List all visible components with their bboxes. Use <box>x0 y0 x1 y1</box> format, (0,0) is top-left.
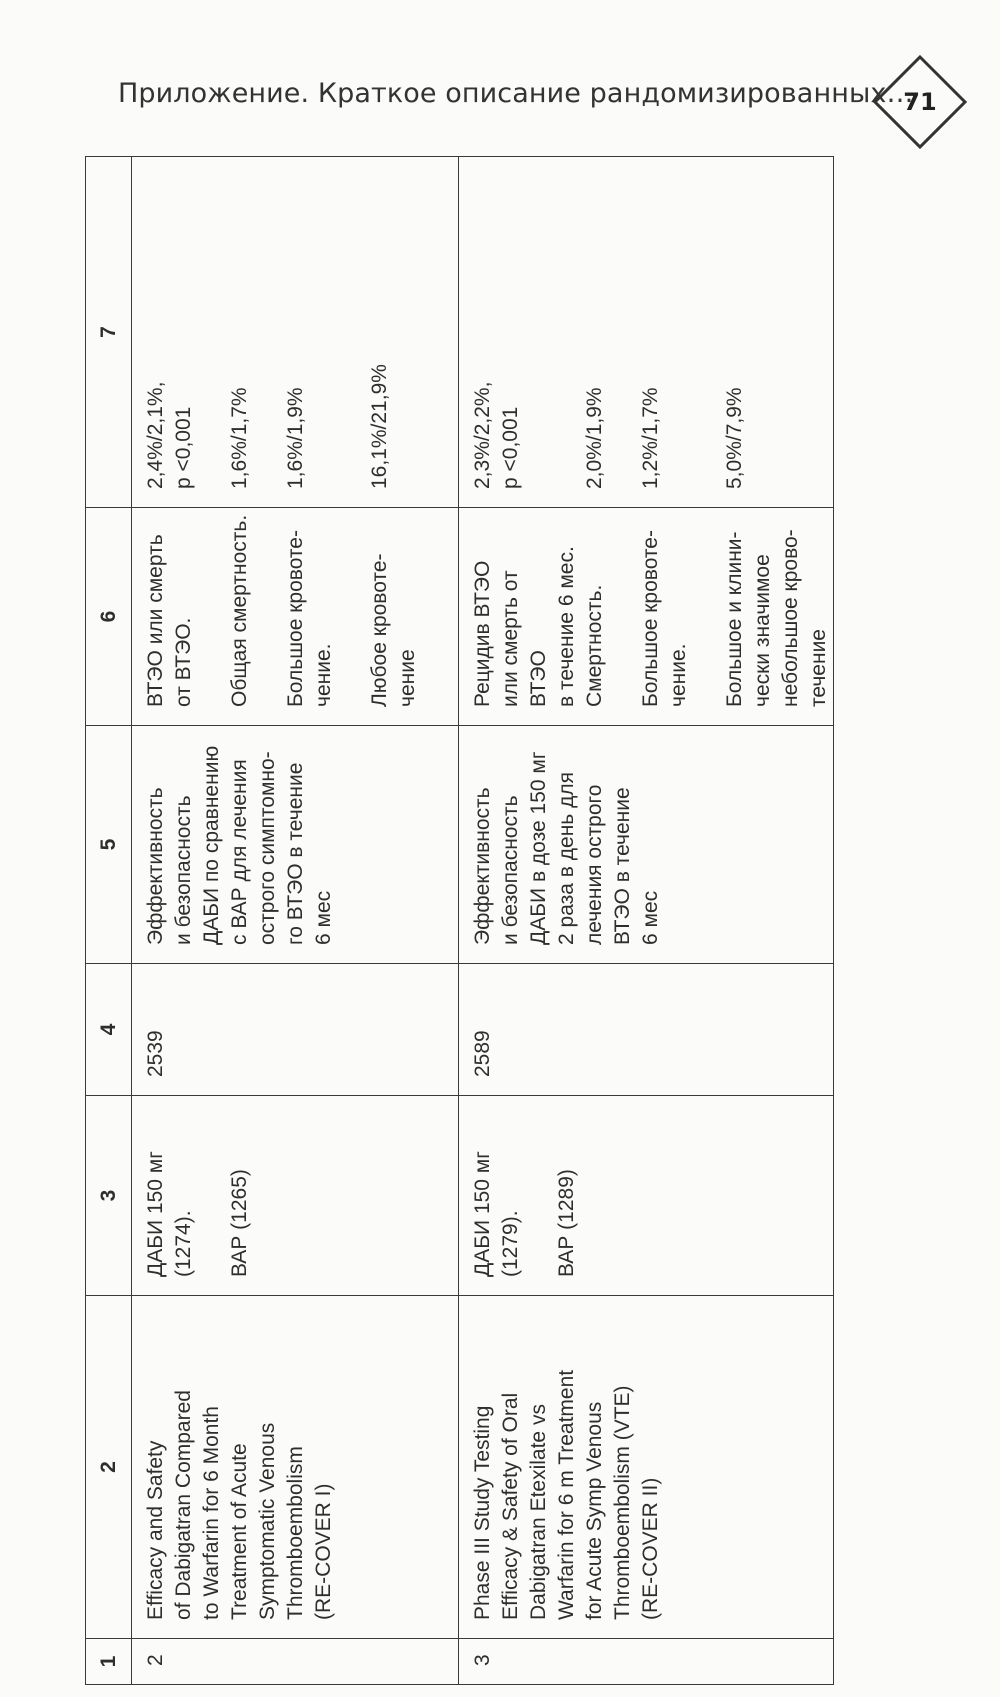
outcome-text: Общая смертность. <box>228 514 251 707</box>
rotated-table-frame <box>85 157 830 1685</box>
outcome-text: Любое кровоте- чение <box>368 553 419 707</box>
table-row <box>132 157 459 1685</box>
study-arms <box>132 1096 459 1296</box>
patient-count: 2589 <box>459 964 834 1096</box>
column-header: 5 <box>86 726 132 964</box>
result-text: 2,3%/2,2%, p <0,001 <box>471 381 522 489</box>
result-text: 1,2%/1,7% <box>639 387 662 489</box>
study-arms <box>459 1096 834 1296</box>
result-text: 2,4%/2,1%, p <0,001 <box>144 381 195 489</box>
study-title: Efficacy and Safety of Dabigatran Compared to Warfarin for 6 Month Treatment of Acute Symptomatic Venous Thromboembolism (RE-COVER I) <box>132 1296 459 1639</box>
result-text: 2,0%/1,9% <box>583 387 606 489</box>
outcomes <box>459 508 834 726</box>
result-text: 1,6%/1,9% <box>284 387 307 489</box>
arm-text: ВАР (1265) <box>228 1169 251 1277</box>
rotated-table <box>85 157 830 1685</box>
outcomes <box>132 508 459 726</box>
outcome-text: Большое кровоте- чение. <box>284 530 335 707</box>
header-row <box>86 157 132 1685</box>
study-aim: Эффективность и безопасность ДАБИ в дозе 150 мг 2 раза в день для лечения острого ВТЭО в течение 6 мес <box>459 726 834 964</box>
column-header: 1 <box>86 1639 132 1685</box>
table-row <box>459 157 834 1685</box>
row-number: 2 <box>132 1639 459 1685</box>
running-header: Приложение. Краткое описание рандомизированных… <box>118 78 914 109</box>
column-header: 3 <box>86 1096 132 1296</box>
arm-text: ДАБИ 150 мг (1274). <box>144 1151 195 1277</box>
page-number-badge <box>872 54 968 150</box>
results <box>132 157 459 508</box>
page-number: 71 <box>903 88 937 116</box>
row-number: 3 <box>459 1639 834 1685</box>
outcome-text: Большое и клини- чески значимое небольшое крово- течение <box>723 529 830 707</box>
study-title: Phase III Study Testing Efficacy & Safety of Oral Dabigatran Etexilate vs Warfarin for 6 m Treatment for Acute Symp Venous Thromboembolism (VTE) (RE-COVER II) <box>459 1296 834 1639</box>
outcome-text: Рецидив ВТЭО или смерть от ВТЭО в течение 6 мес. <box>471 546 578 707</box>
study-aim: Эффективность и безопасность ДАБИ по сравнению с ВАР для лечения острого симптомно- го ВТЭО в течение 6 мес <box>132 726 459 964</box>
column-header: 2 <box>86 1296 132 1639</box>
column-header: 7 <box>86 157 132 508</box>
arm-text: ВАР (1289) <box>555 1169 578 1277</box>
results <box>459 157 834 508</box>
result-text: 16,1%/21,9% <box>368 364 391 489</box>
outcome-text: Большое кровоте- чение. <box>639 530 690 707</box>
result-text: 1,6%/1,7% <box>228 387 251 489</box>
outcome-text: Смертность. <box>583 584 606 707</box>
arm-text: ДАБИ 150 мг (1279). <box>471 1151 522 1277</box>
outcome-text: ВТЭО или смерть от ВТЭО. <box>144 534 195 707</box>
patient-count: 2539 <box>132 964 459 1096</box>
result-text: 5,0%/7,9% <box>723 387 746 489</box>
trials-table <box>85 156 834 1685</box>
column-header: 6 <box>86 508 132 726</box>
column-header: 4 <box>86 964 132 1096</box>
